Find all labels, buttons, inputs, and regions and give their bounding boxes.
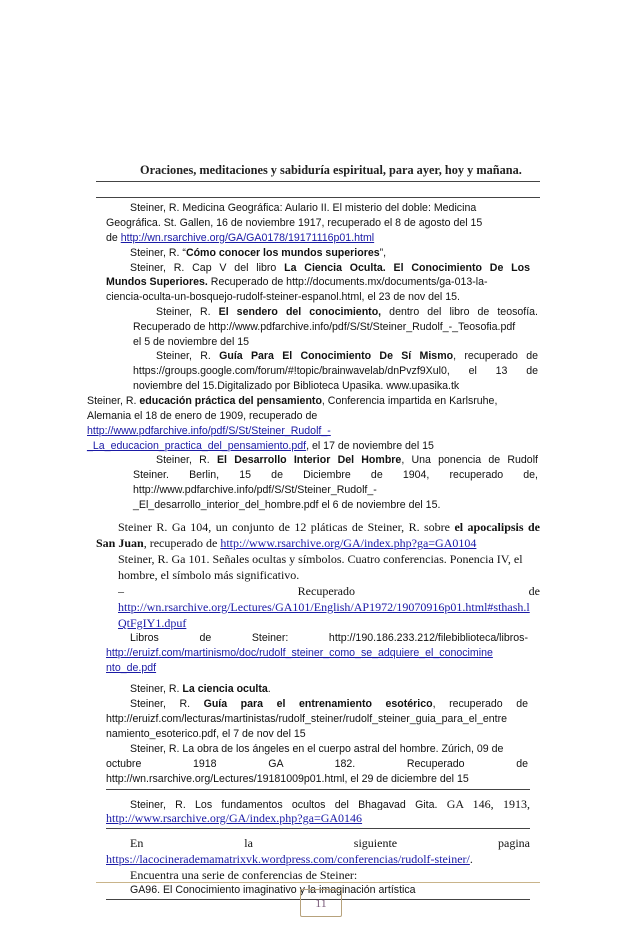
text-line: Steiner R. Ga 104, un conjunto de 12 pláticas de Steiner, R. sobre el apocalipsis de <box>118 520 540 534</box>
text-line: https://groups.google.com/forum/#!topic/brainwavelab/dnPvzf9Xul0, el 13 de <box>133 365 538 377</box>
text-line: Steiner, R. El Desarrollo Interior Del Hombre, Una ponencia de Rudolf <box>156 454 538 466</box>
header-rule <box>96 181 540 182</box>
text-line: Steiner, R. Cap V del libro La Ciencia Oculta. El Conocimiento De Los <box>130 262 530 274</box>
text-line: San Juan, recuperado de http://www.rsarchive.org/GA/index.php?ga=GA0104 <box>96 536 477 550</box>
text-line: _La_educacion_practica_del_pensamiento.pdf, el 17 de noviembre del 15 <box>87 440 434 452</box>
text-line: Libros de Steiner: http://190.186.233.212/filebiblioteca/libros- <box>130 632 528 644</box>
divider <box>106 828 530 829</box>
text-line: el 5 de noviembre del 15 <box>133 336 250 348</box>
text-line: Steiner, R. La obra de los ángeles en el cuerpo astral del hombre. Zúrich, 09 de <box>130 743 504 755</box>
link[interactable]: http://www.pdfarchive.info/pdf/S/St/Steiner_Rudolf_- <box>87 425 331 437</box>
text-line: Mundos Superiores. Recuperado de http://documents.mx/documents/ga-013-la- <box>106 276 488 288</box>
text-line: http://wn.rsarchive.org/Lectures/19181009p01.html, el 29 de diciembre del 15 <box>106 773 469 785</box>
text-line: http://www.pdfarchive.info/pdf/S/St/Steiner_Rudolf_- <box>133 484 377 496</box>
text-line: Steiner. Berlin, 15 de Diciembre de 1904, recuperado de, <box>133 469 538 481</box>
text-line: https://lacocinerademamatrixvk.wordpress.com/conferencias/rudolf-steiner/. <box>106 852 473 866</box>
text-line: Steiner, R. Ga 101. Señales ocultas y símbolos. Cuatro conferencias. Ponencia IV, el <box>118 552 523 566</box>
text-line: Steiner, R. educación práctica del pensamiento, Conferencia impartida en Karlsruhe, <box>87 395 498 407</box>
text-line: Recuperado de http://www.pdfarchive.info/pdf/S/St/Steiner_Rudolf_-_Teosofia.pdf <box>133 321 516 333</box>
section-rule <box>96 197 540 198</box>
link[interactable]: http://wn.rsarchive.org/Lectures/GA101/English/AP1972/19070916p01.html#sthash.l <box>118 600 530 614</box>
text-line: Geográfica. St. Gallen, 16 de noviembre 1917, recuperado el 8 de agosto del 15 <box>106 217 483 229</box>
text-line: Steiner, R. Guía Para El Conocimiento De Sí Mismo, recuperado de <box>156 350 538 362</box>
link[interactable]: nto_de.pdf <box>106 662 157 674</box>
link[interactable]: http://eruizf.com/martinismo/doc/rudolf_steiner_como_se_adquiere_el_conocimine <box>106 647 493 659</box>
text-line: de http://wn.rsarchive.org/GA/GA0178/19171116p01.html <box>106 232 375 244</box>
text-line: Encuentra una serie de conferencias de Steiner: <box>130 868 358 882</box>
text-line: Steiner, R. La ciencia oculta. <box>130 683 271 695</box>
link[interactable]: https://lacocinerademamatrixvk.wordpress.com/conferencias/rudolf-steiner/ <box>106 852 470 866</box>
link[interactable]: http://www.rsarchive.org/GA/index.php?ga=GA0146 <box>106 811 363 825</box>
text-line: Steiner, R. Los fundamentos ocultos del Bhagavad Gita. GA 146, 1913, <box>130 797 530 810</box>
link[interactable]: QtFgIY1.dpuf <box>118 616 187 630</box>
link[interactable]: http://www.rsarchive.org/GA/index.php?ga=GA0104 <box>220 536 477 550</box>
text-line: GA96. El Conocimiento imaginativo y la imaginación artística <box>130 884 416 896</box>
text-line: Steiner, R. Guía para el entrenamiento esotérico, recuperado de <box>130 698 528 710</box>
footer-rule <box>96 882 540 883</box>
text-line: Steiner, R. El sendero del conocimiento, dentro del libro de teosofía. <box>156 306 538 318</box>
page-header-title: Oraciones, meditaciones y sabiduría espiritual, para ayer, hoy y mañana. <box>140 163 522 177</box>
text-line: Alemania el 18 de enero de 1909, recuperado de <box>87 410 318 422</box>
text-line: _El_desarrollo_interior_del_hombre.pdf el 6 de noviembre del 15. <box>133 499 441 511</box>
link[interactable]: http://wn.rsarchive.org/GA/GA0178/19171116p01.html <box>120 232 375 244</box>
text-line: noviembre del 15.Digitalizado por Biblioteca Upasika. www.upasika.tk <box>133 380 460 392</box>
text-line: ciencia-oculta-un-bosquejo-rudolf-steiner-espanol.html, el 23 de nov del 15. <box>106 291 460 303</box>
text-line: Steiner, R. Medicina Geográfica: Aulario II. El misterio del doble: Medicina <box>130 202 477 214</box>
text-line: namiento_esoterico.pdf, el 7 de nov del 15 <box>106 728 306 740</box>
text-line: – Recuperado de <box>118 584 540 598</box>
link[interactable]: _La_educacion_practica_del_pensamiento.pdf <box>87 440 307 452</box>
text-line: En la siguiente pagina <box>130 836 530 850</box>
text-line: octubre 1918 GA 182. Recuperado de <box>106 758 528 770</box>
page-number: 11 <box>300 889 342 917</box>
text-line: Steiner, R. “Cómo conocer los mundos superiores”, <box>130 247 387 259</box>
text-line: hombre, el símbolo más significativo. <box>118 568 300 582</box>
text-line: http://eruizf.com/lecturas/martinistas/rudolf_steiner/rudolf_steiner_guia_para_el_entre <box>106 713 508 725</box>
divider <box>106 789 530 790</box>
